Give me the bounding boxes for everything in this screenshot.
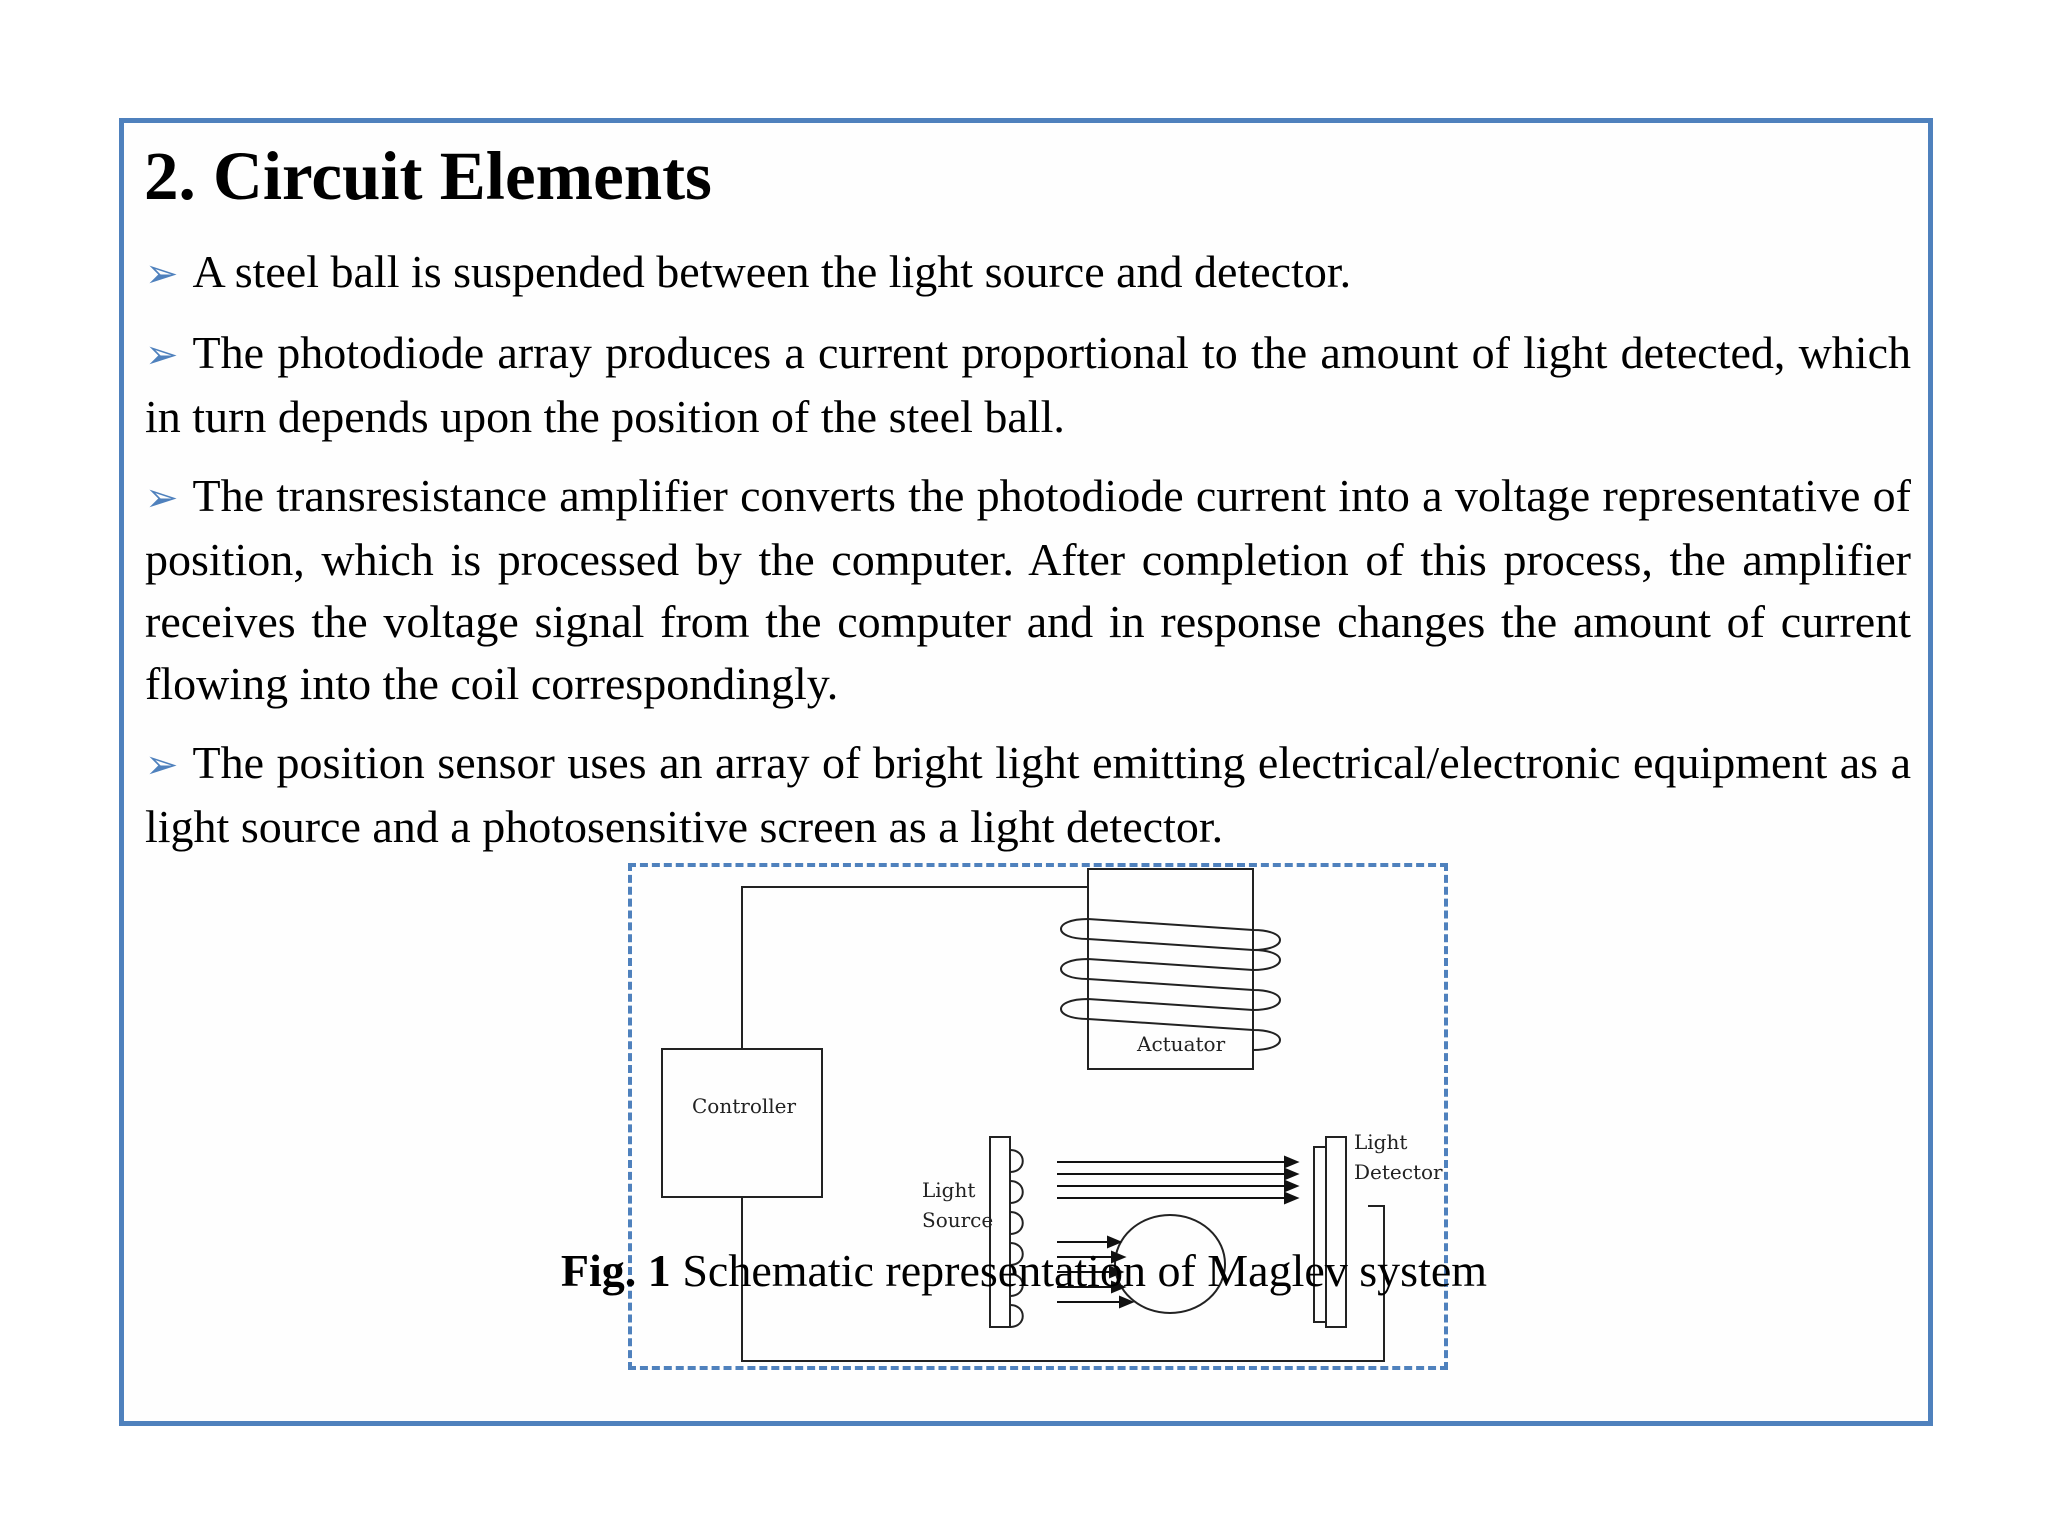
- bullet-list: [145, 241, 1911, 875]
- right-arrow-bullet-icon: ➢: [145, 742, 179, 788]
- bullet-item: [145, 732, 1911, 858]
- led-array-icon: [1010, 1150, 1023, 1327]
- bullet-item: [145, 241, 1911, 305]
- controller-box: [662, 1049, 822, 1197]
- figure-number: Fig. 1: [560, 1245, 671, 1296]
- controller-label: Controller: [692, 1094, 797, 1118]
- light-detector-label: Light: [1354, 1130, 1408, 1154]
- coil-icon: [1061, 919, 1280, 1050]
- bullet-text: The transresistance amplifier converts the photodiode current into a voltage representative of position, which is processed by the computer. After completion of this process, the amplifier receives the voltage signal from the computer and in response changes the amount of current flowing into the coil correspondingly.: [145, 470, 1911, 709]
- bullet-text: The position sensor uses an array of bright light emitting electrical/electronic equipment as a light source and a photosensitive screen as a light detector.: [145, 737, 1911, 852]
- light-source-label: Source: [922, 1208, 994, 1232]
- slide-frame: [119, 118, 1933, 1426]
- figure-caption: [0, 1244, 2048, 1298]
- light-source-label: Light: [922, 1178, 976, 1202]
- bullet-text: The photodiode array produces a current proportional to the amount of light detected, which in turn depends upon the position of the steel ball.: [145, 327, 1911, 442]
- actuator-label: Actuator: [1137, 1032, 1226, 1056]
- bullet-text: A steel ball is suspended between the light source and detector.: [192, 246, 1352, 297]
- light-source-panel: [990, 1137, 1010, 1327]
- right-arrow-bullet-icon: ➢: [145, 251, 179, 297]
- light-detector-label: Detector: [1354, 1160, 1443, 1184]
- slide-title: 2. Circuit Elements: [144, 138, 712, 214]
- light-detector-panel: [1326, 1137, 1346, 1327]
- right-arrow-bullet-icon: ➢: [145, 332, 179, 378]
- figure-caption-text: Schematic representation of Maglev system: [670, 1245, 1488, 1296]
- light-rays-unblocked: [1057, 1157, 1297, 1203]
- top-wire: [742, 887, 1088, 1049]
- bullet-item: [145, 465, 1911, 715]
- bullet-item: [145, 322, 1911, 448]
- right-arrow-bullet-icon: ➢: [145, 475, 179, 521]
